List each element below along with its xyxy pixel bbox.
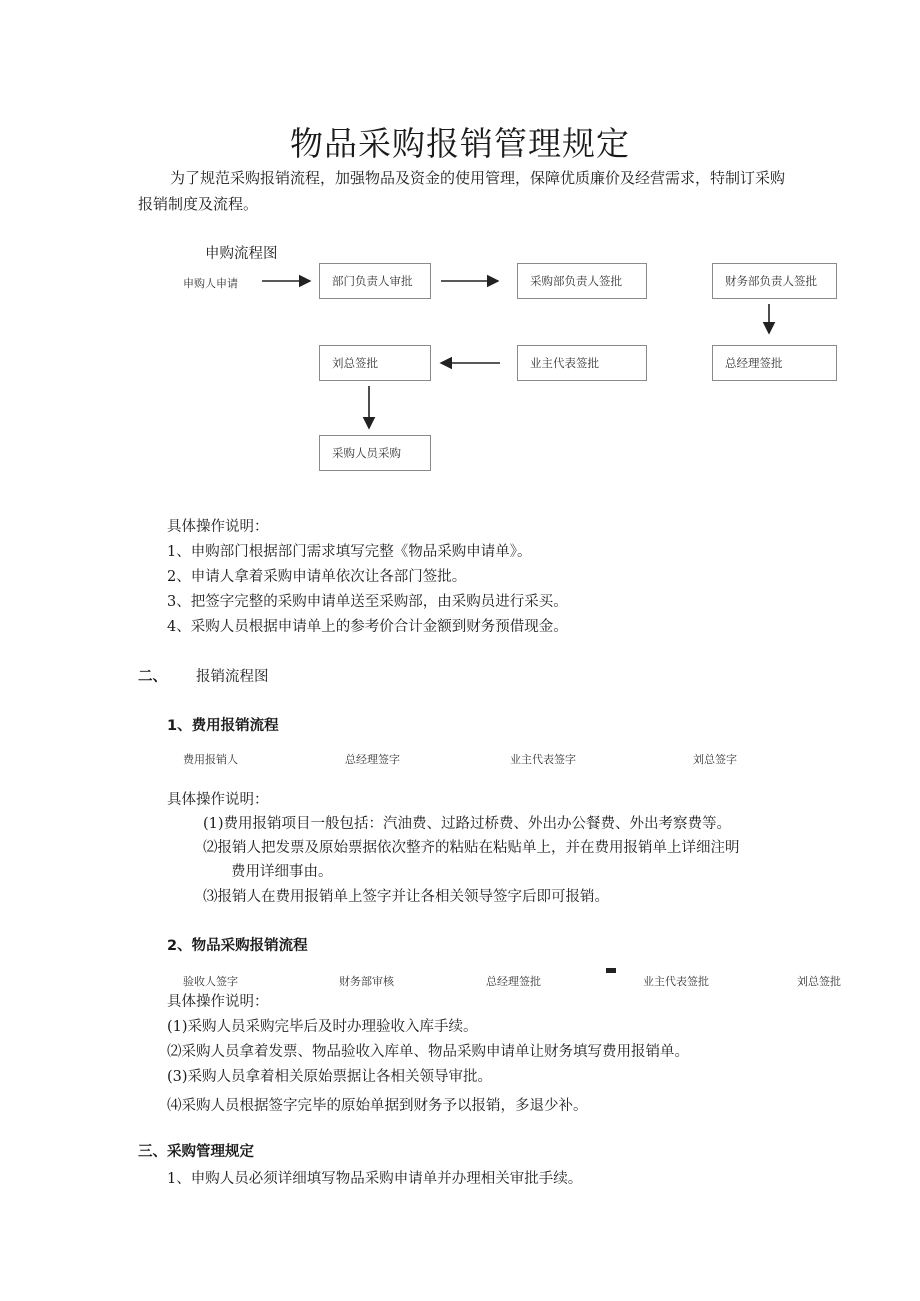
flow-box-label: 刘总签批	[332, 356, 378, 370]
intro-paragraph: 为了规范采购报销流程，加强物品及资金的使用管理，保障优质廉价及经营需求，特制订采购报销制度及流程。	[138, 169, 786, 213]
small-arrow-icon	[606, 968, 616, 973]
instruction-item: 1、申购部门根据部门需求填写完整《物品采购申请单》。	[167, 544, 532, 560]
section2-number: 二、	[138, 669, 167, 685]
section1-heading: 申购流程图	[205, 246, 278, 262]
expense-flow-step: 刘总签字	[693, 753, 737, 766]
sub1-heading: 1、费用报销流程	[167, 718, 279, 734]
instruction-item: 4、采购人员根据申请单上的参考价合计金额到财务预借现金。	[167, 619, 568, 635]
instruction-item: (1)费用报销项目一般包括：汽油费、过路过桥费、外出办公餐费、外出考察费等。	[203, 816, 732, 832]
flow-start-label: 申购人申请	[183, 277, 238, 290]
flow-box-label: 总经理签批	[725, 356, 783, 370]
instruction-item: (1)采购人员采购完毕后及时办理验收入库手续。	[167, 1019, 478, 1035]
instruction-item: (3)采购人员拿着相关原始票据让各相关领导审批。	[167, 1069, 493, 1085]
instruction-item: ⑷采购人员根据签字完毕的原始单据到财务予以报销，多退少补。	[167, 1098, 588, 1114]
instruction-item: 1、申购人员必须详细填写物品采购申请单并办理相关审批手续。	[167, 1171, 583, 1187]
flow-box-label: 采购人员采购	[332, 446, 401, 460]
flow-box-label: 业主代表签批	[530, 356, 599, 370]
purchase-flow-step: 总经理签批	[486, 975, 541, 988]
flow-box-label: 采购部负责人签批	[530, 274, 622, 288]
section2-heading: 报销流程图	[196, 669, 269, 685]
instruction-item: 3、把签字完整的采购申请单送至采购部，由采购员进行采买。	[167, 594, 568, 610]
instruction-item: ⑶报销人在费用报销单上签字并让各相关领导签字后即可报销。	[203, 889, 609, 905]
instruction-item: 2、申请人拿着采购申请单依次让各部门签批。	[167, 569, 467, 585]
section3-heading: 三、采购管理规定	[138, 1144, 254, 1160]
purchase-flow-step: 刘总签批	[797, 975, 841, 988]
page-title: 物品采购报销管理规定	[290, 124, 630, 163]
expense-flow-step: 费用报销人	[183, 753, 238, 766]
flow-box-label: 财务部负责人签批	[725, 274, 817, 288]
instruction-item: 费用详细事由。	[231, 864, 333, 880]
purchase-flow-step: 财务部审核	[339, 975, 394, 988]
instruction-item: ⑵采购人员拿着发票、物品验收入库单、物品采购申请单让财务填写费用报销单。	[167, 1044, 689, 1060]
purchase-flow-step: 验收人签字	[183, 975, 238, 988]
purchase-flow-step: 业主代表签批	[643, 975, 709, 988]
instruction-item: ⑵报销人把发票及原始票据依次整齐的粘贴在粘贴单上，并在费用报销单上详细注明	[203, 840, 740, 856]
sub2-heading: 2、物品采购报销流程	[167, 938, 308, 954]
expense-flow-step: 业主代表签字	[510, 753, 576, 766]
instructions-title-2: 具体操作说明：	[167, 792, 269, 808]
expense-flow-step: 总经理签字	[345, 753, 400, 766]
instructions-title-1: 具体操作说明：	[167, 519, 269, 535]
flow-box-label: 部门负责人审批	[332, 274, 413, 288]
instructions-title-3: 具体操作说明：	[167, 994, 269, 1010]
